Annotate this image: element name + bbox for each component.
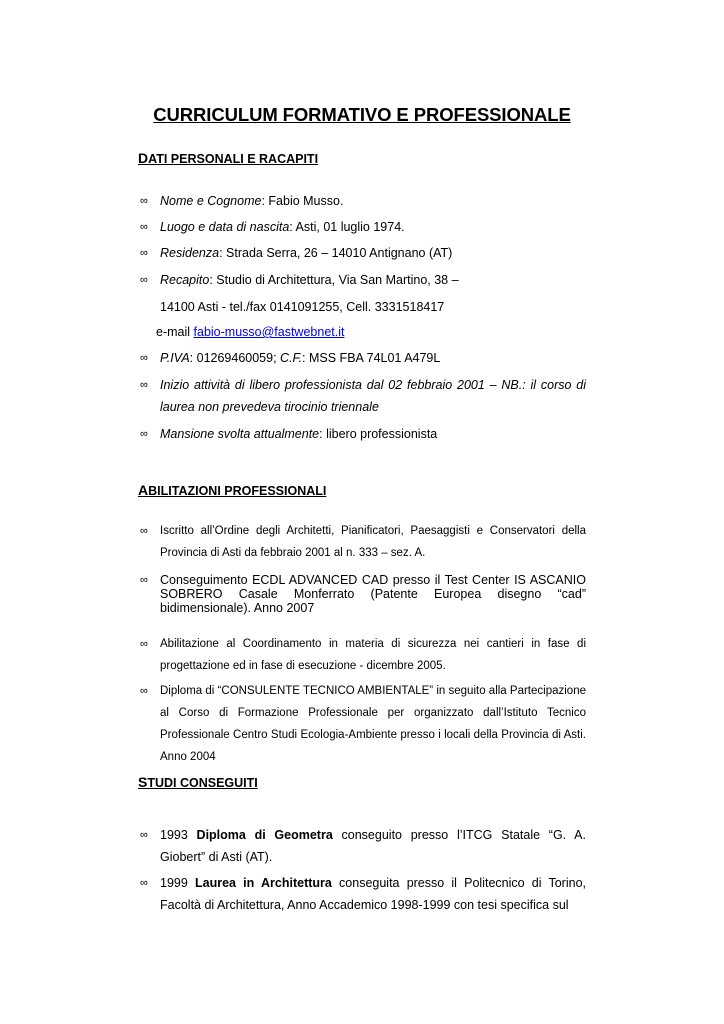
field-label: Luogo e data di nascita <box>160 220 290 234</box>
infinity-bullet-icon: ∞ <box>140 525 148 537</box>
field-value: : Studio di Architettura, Via San Martino, 38 – <box>209 273 459 287</box>
section-heading-qualifications <box>138 482 326 498</box>
field-label: C.F. <box>280 351 303 365</box>
degree-title: Laurea in Architettura <box>195 876 332 890</box>
field-value: : MSS FBA 74L01 A479L <box>302 351 441 365</box>
infinity-bullet-icon: ∞ <box>140 829 148 841</box>
section-heading-text: ATI PERSONALI E RACAPITI <box>148 152 319 166</box>
item-text: Conseguimento ECDL ADVANCED CAD presso il Test Center IS ASCANIO SOBRERO Casale Monferrato (Patente Europea disegno “cad” bidimensionale). Anno 2007 <box>160 573 586 615</box>
section-heading-initial: S <box>138 774 148 790</box>
infinity-bullet-icon: ∞ <box>140 379 148 391</box>
field-value: : Strada Serra, 26 – 14010 Antignano (AT) <box>219 246 453 260</box>
degree-title: Diploma di Geometra <box>196 828 333 842</box>
infinity-bullet-icon: ∞ <box>140 195 148 207</box>
email-prefix: e-mail <box>156 325 194 339</box>
item-text: Iscritto all’Ordine degli Architetti, Pianificatori, Paesaggisti e Conservatori della Provincia di Asti da febbraio 2001 al n. 333 – sez. A. <box>160 525 586 559</box>
item-text: Abilitazione al Coordinamento in materia di sicurezza nei cantieri in fase di progettazione ed in fase di esecuzione - dicembre 2005. <box>160 638 586 672</box>
infinity-bullet-icon: ∞ <box>140 638 148 650</box>
field-value: : Fabio Musso. <box>261 194 344 208</box>
section-heading-personal-data <box>138 150 318 166</box>
section-heading-text: BILITAZIONI PROFESSIONALI <box>148 484 327 498</box>
field-value: : Asti, 01 luglio 1974. <box>289 220 405 234</box>
contact-email-line <box>156 321 344 343</box>
field-label: Mansione svolta attualmente <box>160 427 320 441</box>
infinity-bullet-icon: ∞ <box>140 247 148 259</box>
infinity-bullet-icon: ∞ <box>140 352 148 364</box>
contact-phone-line: 14100 Asti - tel./fax 0141091255, Cell. 3331518417 <box>160 300 445 314</box>
field-label: P.IVA <box>160 351 190 365</box>
document-title: CURRICULUM FORMATIVO E PROFESSIONALE <box>153 104 571 125</box>
infinity-bullet-icon: ∞ <box>140 877 148 889</box>
field-value: : libero professionista <box>319 427 438 441</box>
section-heading-text: TUDI CONSEGUITI <box>147 776 258 790</box>
field-value: Inizio attività di libero professionista dal 02 febbraio 2001 – NB.: il corso di laurea non prevedeva tirocinio triennale <box>160 378 586 414</box>
field-label: Recapito <box>160 273 210 287</box>
year: 1993 <box>160 828 197 842</box>
item-text: conseguita presso il Politecnico di Torino, Facoltà di Architettura, Anno Accademico 1998-1999 con tesi specifica sul <box>160 876 586 912</box>
infinity-bullet-icon: ∞ <box>140 685 148 697</box>
section-heading-studies <box>138 774 258 790</box>
infinity-bullet-icon: ∞ <box>140 428 148 440</box>
field-label: Nome e Cognome <box>160 194 262 208</box>
infinity-bullet-icon: ∞ <box>140 574 148 586</box>
section-heading-initial: D <box>138 150 149 166</box>
field-label: Residenza <box>160 246 220 260</box>
email-link[interactable]: fabio-musso@fastwebnet.it <box>193 325 345 339</box>
item-text: Diploma di “CONSULENTE TECNICO AMBIENTALE” in seguito alla Partecipazione al Corso di Formazione Professionale per organizzato dall’Istituto Tecnico Professionale Centro Studi Ecologia-Ambiente presso i locali della Provincia di Asti. Anno 2004 <box>160 685 586 763</box>
section-heading-initial: A <box>138 482 149 498</box>
field-value: : 01269460059; <box>189 351 281 365</box>
infinity-bullet-icon: ∞ <box>140 274 148 286</box>
year: 1999 <box>160 876 195 890</box>
item-text: conseguito presso l’ITCG Statale “G. A. Giobert” di Asti (AT). <box>160 828 586 864</box>
infinity-bullet-icon: ∞ <box>140 221 148 233</box>
